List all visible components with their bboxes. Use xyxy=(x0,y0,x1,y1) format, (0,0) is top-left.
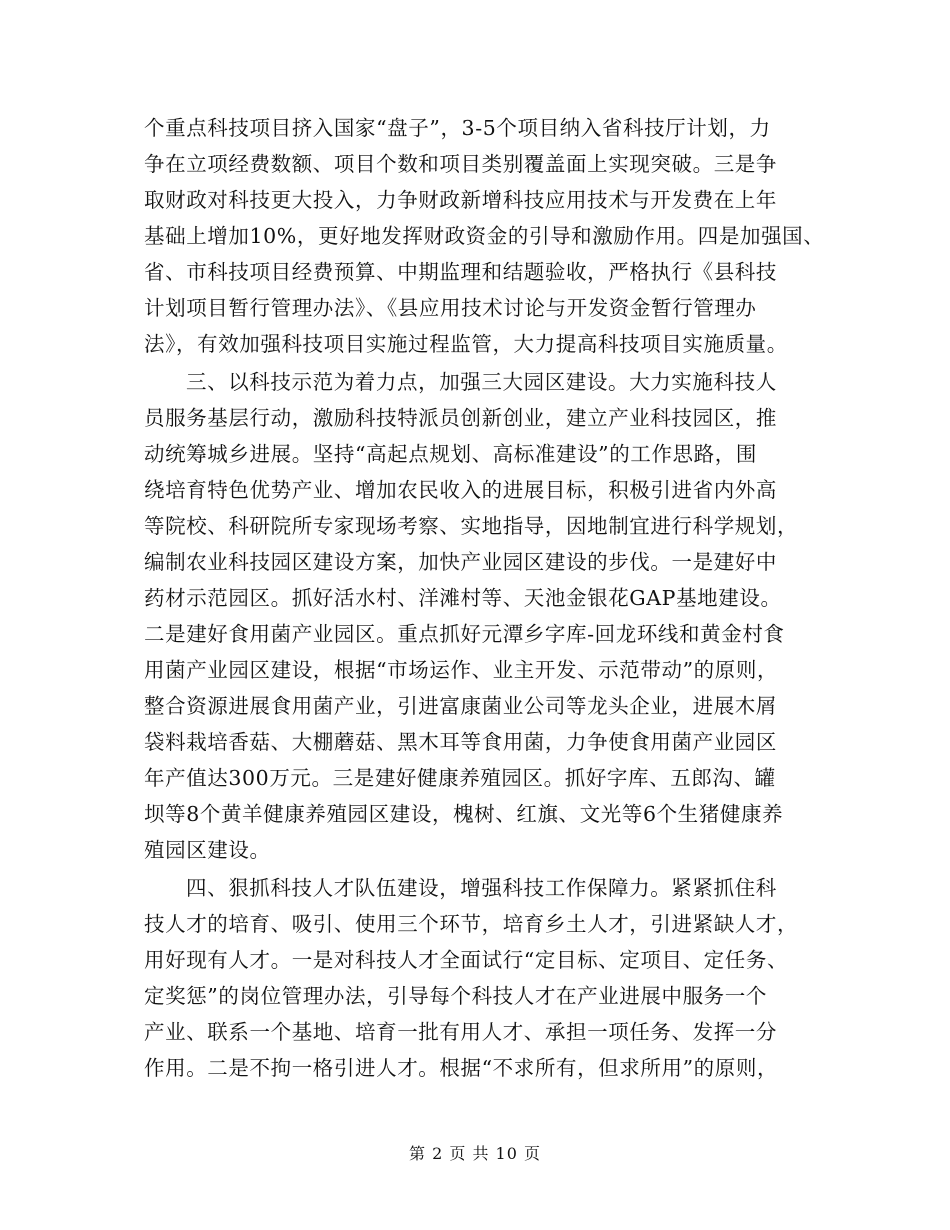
text-line: 用好现有人才。一是对科技人才全面试行“定目标、定项目、定任务、 xyxy=(144,948,789,972)
text-line: 计划项目暂行管理办法》、《县应用技术讨论与开发资金暂行管理办 xyxy=(144,296,757,320)
text-line: 省、市科技项目经费预算、中期监理和结题验收，严格执行《县科技 xyxy=(144,260,777,284)
text-line: 个重点科技项目挤入国家“盘子”，3-5个项目纳入省科技厅计划，力 xyxy=(144,116,771,140)
text-line: 争在立项经费数额、项目个数和项目类别覆盖面上实现突破。三是争 xyxy=(144,152,777,176)
text-line: 殖园区建设。 xyxy=(144,838,271,862)
text-line: 定奖惩”的岗位管理办法，引导每个科技人才在产业进展中服务一个 xyxy=(144,984,767,1008)
page-number-footer: 第 2 页 共 10 页 xyxy=(409,1144,541,1163)
text-line: 年产值达300万元。三是建好健康养殖园区。抓好字库、五郎沟、罐 xyxy=(144,766,776,790)
text-line: 基础上增加10%，更好地发挥财政资金的引导和激励作用。四是加强国、 xyxy=(144,224,825,248)
text-line: 员服务基层行动，激励科技特派员创新创业，建立产业科技园区，推 xyxy=(144,406,777,430)
text-line: 绕培育特色优势产业、增加农民收入的进展目标，积极引进省内外高 xyxy=(144,478,777,502)
text-line: 袋料栽培香菇、大棚蘑菇、黑木耳等食用菌，力争使食用菌产业园区 xyxy=(144,730,777,754)
text-line: 技人才的培育、吸引、使用三个环节，培育乡土人才，引进紧缺人才， xyxy=(144,912,799,936)
section-heading-line: 三、以科技示范为着力点，加强三大园区建设。大力实施科技人 xyxy=(186,370,777,394)
text-line: 动统筹城乡进展。坚持“高起点规划、高标准建设”的工作思路，围 xyxy=(144,442,757,466)
text-line: 药材示范园区。抓好活水村、洋滩村等、天池金银花GAP基地建设。 xyxy=(144,586,782,610)
section-heading-line: 四、狠抓科技人才队伍建设，增强科技工作保障力。紧紧抓住科 xyxy=(186,876,777,900)
text-line: 用菌产业园区建设，根据“市场运作、业主开发、示范带动”的原则， xyxy=(144,658,779,682)
text-line: 坝等8个黄羊健康养殖园区建设，槐树、红旗、文光等6个生猪健康养 xyxy=(144,802,784,826)
text-line: 取财政对科技更大投入，力争财政新增科技应用技术与开发费在上年 xyxy=(144,188,777,212)
text-line: 产业、联系一个基地、培育一批有用人才、承担一项任务、发挥一分 xyxy=(144,1020,777,1044)
text-line: 等院校、科研院所专家现场考察、实地指导，因地制宜进行科学规划， xyxy=(144,514,799,538)
text-line: 整合资源进展食用菌产业，引进富康菌业公司等龙头企业，进展木屑 xyxy=(144,694,777,718)
text-line: 法》，有效加强科技项目实施过程监管，大力提高科技项目实施质量。 xyxy=(144,332,788,356)
text-line: 二是建好食用菌产业园区。重点抓好元潭乡字库-回龙环线和黄金村食 xyxy=(144,622,785,646)
text-line: 编制农业科技园区建设方案，加快产业园区建设的步伐。一是建好中 xyxy=(144,550,777,574)
text-line: 作用。二是不拘一格引进人才。根据“不求所有，但求所用”的原则， xyxy=(144,1056,779,1080)
